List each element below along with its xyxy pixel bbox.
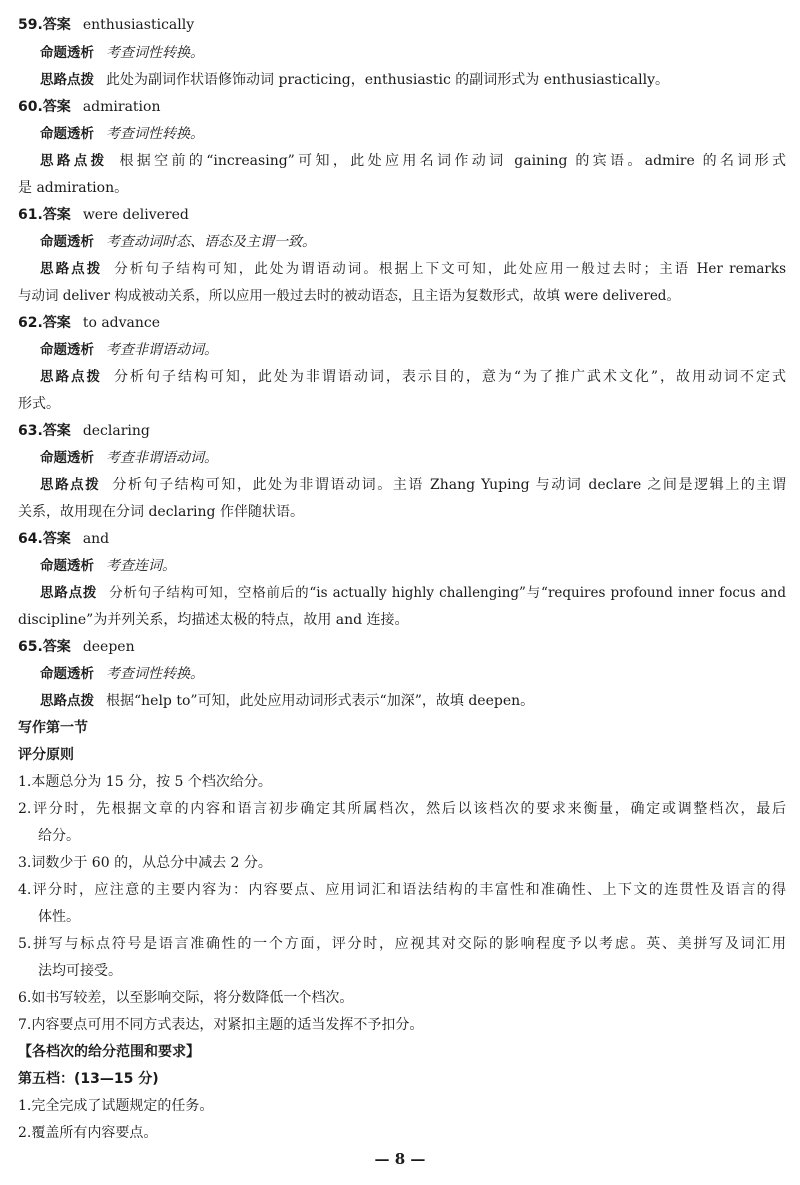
item-61-explanation: 思路点拨 分析句子结构可知，此处为谓语动词。根据上下文可知，此处应用一般过去时；主语 Her remarks (40, 261, 786, 277)
item-61-answer: 61.答案 were delivered (18, 207, 189, 223)
principle-5-cont: 法均可接受。 (38, 963, 122, 979)
principle-4: 4.评分时，应注意的主要内容为：内容要点、应用词汇和语法结构的丰富性和准确性、上下文的连贯性及语言的得 (18, 882, 786, 898)
item-64-explanation-cont: discipline”为并列关系，均描述太极的特点，故用 and 连接。 (18, 612, 409, 628)
item-62-answer: 62.答案 to advance (18, 315, 161, 331)
item-63-explanation: 思路点拨 分析句子结构可知，此处为非谓语动词。主语 Zhang Yuping 与动词 declare 之间是逻辑上的主谓 (40, 477, 787, 493)
item-64-test-point: 命题透析 考查连词。 (40, 558, 176, 574)
principle-5: 5.拼写与标点符号是语言准确性的一个方面，评分时，应视其对交际的影响程度予以考虑。英、美拼写及词汇用 (18, 936, 786, 952)
item-59-test-point: 命题透析 考查词性转换。 (40, 45, 204, 61)
item-60-answer: 60.答案 admiration (18, 99, 161, 115)
item-65-explanation: 思路点拨 根据“help to”可知，此处应用动词形式表示“加深”，故填 deepen。 (40, 693, 535, 709)
item-60-explanation-cont: 是 admiration。 (18, 180, 129, 196)
principles-title: 评分原则 (18, 747, 74, 763)
principle-6: 6.如书写较差，以至影响交际，将分数降低一个档次。 (18, 990, 354, 1006)
principle-2: 2.评分时，先根据文章的内容和语言初步确定其所属档次，然后以该档次的要求来衡量，确定或调整档次，最后 (18, 801, 786, 817)
level5-item-2: 2.覆盖所有内容要点。 (18, 1125, 158, 1141)
item-63-answer: 63.答案 declaring (18, 423, 150, 439)
item-62-test-point: 命题透析 考查非谓语动词。 (40, 342, 218, 358)
item-64-explanation: 思路点拨 分析句子结构可知，空格前后的“is actually highly challenging”与“requires profound inner focus and (40, 585, 786, 601)
level5-heading: 第五档：(13—15 分) (18, 1071, 159, 1087)
section-title: 写作第一节 (18, 720, 88, 736)
principle-4-cont: 体性。 (38, 909, 80, 925)
item-63-explanation-cont: 关系，故用现在分词 declaring 作伴随状语。 (18, 504, 304, 520)
principle-2-cont: 给分。 (38, 828, 80, 844)
item-62-explanation-cont: 形式。 (18, 396, 60, 412)
item-61-test-point: 命题透析 考查动词时态、语态及主谓一致。 (40, 234, 316, 250)
item-64-answer: 64.答案 and (18, 531, 110, 547)
item-59-answer: 59.答案 enthusiastically (18, 17, 195, 33)
item-65-answer: 65.答案 deepen (18, 639, 135, 655)
principle-3: 3.词数少于 60 的，从总分中减去 2 分。 (18, 855, 272, 871)
item-60-explanation: 思路点拨 根据空前的“increasing”可知，此处应用名词作动词 gaining 的宾语。admire 的名词形式 (40, 153, 787, 169)
item-61-explanation-cont: 与动词 deliver 构成被动关系，所以应用一般过去时的被动语态，且主语为复数形式，故填 were delivered。 (18, 288, 680, 304)
page-number: — 8 — (374, 1150, 426, 1168)
item-59-explanation: 思路点拨 此处为副词作状语修饰动词 practicing，enthusiastic 的副词形式为 enthusiastically。 (40, 72, 669, 88)
item-65-test-point: 命题透析 考查词性转换。 (40, 666, 204, 682)
level5-item-1: 1.完全完成了试题规定的任务。 (18, 1098, 214, 1114)
principle-1: 1.本题总分为 15 分，按 5 个档次给分。 (18, 774, 272, 790)
levels-heading: 【各档次的给分范围和要求】 (18, 1044, 200, 1060)
item-63-test-point: 命题透析 考查非谓语动词。 (40, 450, 218, 466)
principle-7: 7.内容要点可用不同方式表达，对紧扣主题的适当发挥不予扣分。 (18, 1017, 424, 1033)
item-62-explanation: 思路点拨 分析句子结构可知，此处为非谓语动词，表示目的，意为“为了推广武术文化”，故用动词不定式 (40, 369, 787, 385)
item-60-test-point: 命题透析 考查词性转换。 (40, 126, 204, 142)
